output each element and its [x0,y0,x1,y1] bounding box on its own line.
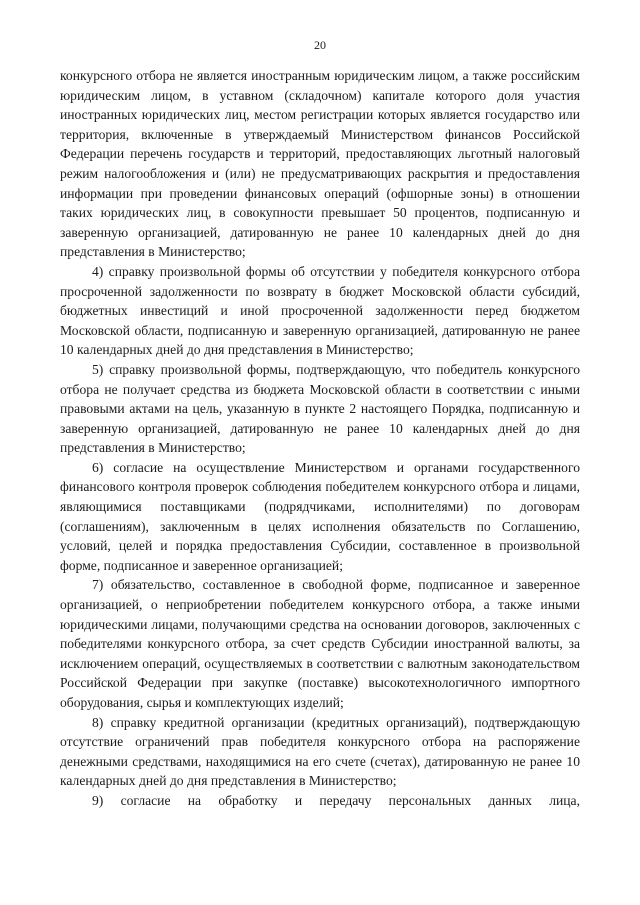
document-body [60,66,580,811]
paragraph-item-4: 4) справку произвольной формы об отсутствии у победителя конкурсного отбора просроченной задолженности по возврату в бюджет Московской области субсидий, бюджетных инвестиций и иной просроченной задолженности перед бюджетом Московской области, подписанную и заверенную организацией, датированную не ранее 10 календарных дней до дня представления в Министерство; [60,263,580,358]
paragraph-item-7: 7) обязательство, составленное в свободной форме, подписанное и заверенное организацией, о неприобретении победителем конкурсного отбора, а также иными юридическими лицами, получающими средства на основании договоров, заключенных с победителями конкурсного отбора, за счет средств Субсидии иностранной валюты, за исключением операций, осуществляемых в соответствии с валютным законодательством Российской Федерации при закупке (поставке) высокотехнологичного импортного оборудования, сырья и комплектующих изделий; [60,577,580,710]
page-number: 20 [314,38,326,52]
paragraph-item-6: 6) согласие на осуществление Министерством и органами государственного финансового контроля проверок соблюдения победителем конкурсного отбора и лицами, являющимися поставщиками (подрядчиками, исполнителями) по договорам (соглашениям), заключенным в целях исполнения обязательств по Соглашению, условий, целей и порядка предоставления Субсидии, составленное в произвольной форме, подписанное и заверенное организацией; [60,459,580,573]
paragraph-item-5: 5) справку произвольной формы, подтверждающую, что победитель конкурсного отбора не получает средства из бюджета Московской области в соответствии с иными правовыми актами на цель, указанную в пункте 2 настоящего Порядка, подписанную и заверенную организацией, датированную не ранее 10 календарных дней до дня представления в Министерство; [60,361,580,456]
paragraph-continuation: конкурсного отбора не является иностранным юридическим лицом, а также российским юридическим лицом, в уставном (складочном) капитале которого доля участия иностранных юридических лиц, местом регистрации которых является государство или территория, включенные в утверждаемый Министерством финансов Российской Федерации перечень государств и территорий, предоставляющих льготный налоговый режим налогообложения и (или) не предусматривающих раскрытия и предоставления информации при проведении финансовых операций (офшорные зоны) в отношении таких юридических лиц, в совокупности превышает 50 процентов, подписанную и заверенную организацией, датированную не ранее 10 календарных дней до дня представления в Министерство; [60,68,580,260]
paragraph-item-8: 8) справку кредитной организации (кредитных организаций), подтверждающую отсутствие ограничений прав победителя конкурсного отбора на распоряжение денежными средствами, находящимися на его счете (счетах), датированную не ранее 10 календарных дней до дня представления в Министерство; [60,714,580,789]
paragraph-item-9: 9) согласие на обработку и передачу персональных данных лица, [92,792,580,808]
